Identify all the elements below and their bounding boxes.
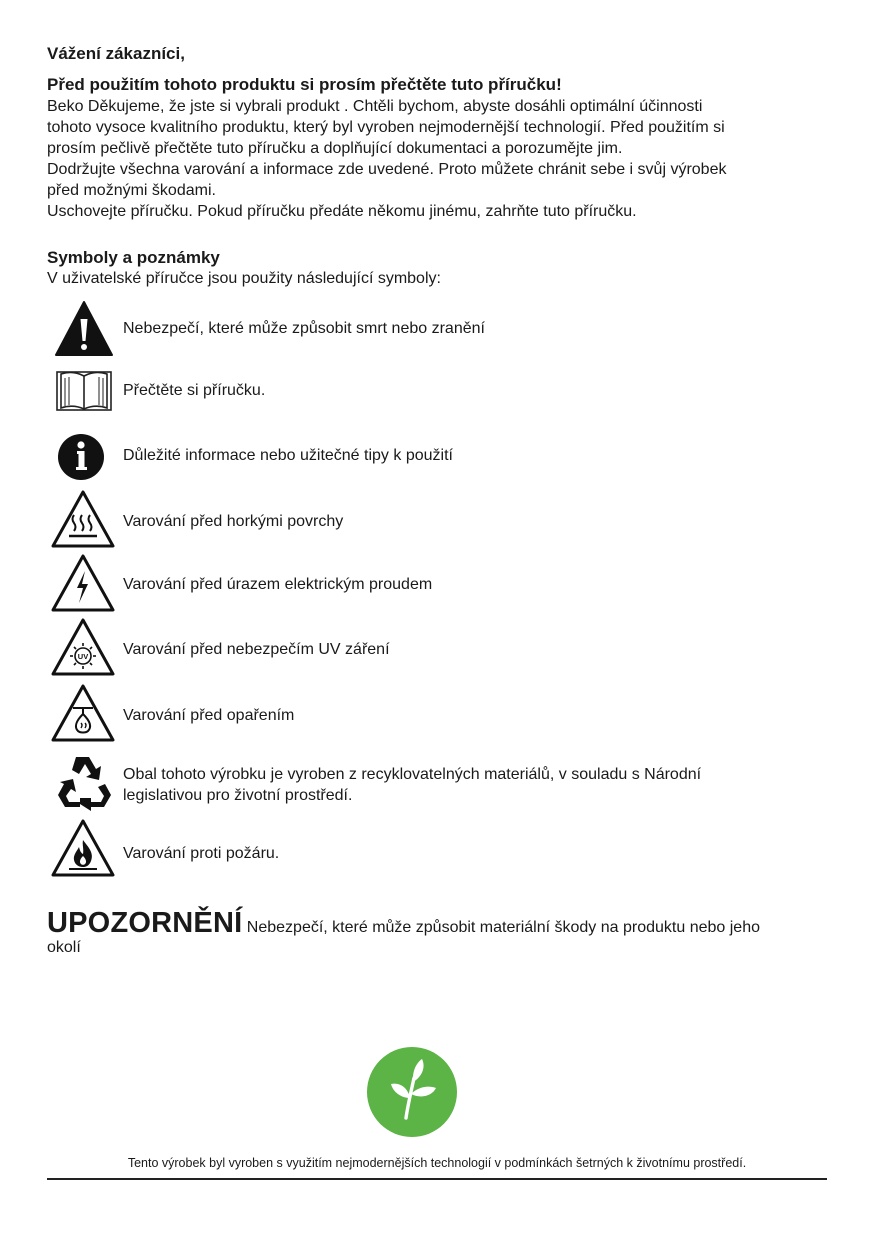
manual-book-icon bbox=[49, 360, 119, 422]
symbol-text: Varování před úrazem elektrickým proudem bbox=[123, 576, 433, 593]
intro-line: Beko Děkujeme, že jste si vybrali produkt . Chtěli bychom, abyste dosáhli optimální účinnosti bbox=[47, 98, 703, 115]
intro-line: Uschovejte příručku. Pokud příručku předáte někomu jinému, zahrňte tuto příručku. bbox=[47, 203, 637, 220]
fire-icon bbox=[49, 818, 119, 880]
symbol-text: Varování před nebezpečím UV záření bbox=[123, 641, 390, 658]
intro-line: Dodržujte všechna varování a informace zde uvedené. Proto můžete chránit sebe i svůj výrobek bbox=[47, 161, 727, 178]
intro-paragraph bbox=[47, 96, 837, 222]
uv-radiation-icon bbox=[49, 617, 119, 679]
symbol-text bbox=[123, 764, 701, 806]
eco-statement: Tento výrobek byl vyroben s využitím nejmodernějších technologií v podmínkách šetrných k životnímu prostředí. bbox=[127, 1156, 747, 1170]
greeting: Vážení zákazníci, bbox=[47, 44, 185, 63]
uv-label: UV bbox=[77, 652, 89, 661]
hot-surface-icon bbox=[49, 489, 119, 551]
symbol-text: Přečtěte si příručku. bbox=[123, 382, 266, 399]
scald-icon bbox=[49, 683, 119, 745]
danger-icon bbox=[49, 299, 119, 361]
caution-note bbox=[47, 907, 837, 958]
symbol-text: Důležité informace nebo užitečné tipy k použití bbox=[123, 447, 453, 464]
intro-line: před možnými škodami. bbox=[47, 182, 216, 199]
caution-text-line2: okolí bbox=[47, 939, 81, 956]
symbol-text: Varování proti požáru. bbox=[123, 845, 280, 862]
page-heading: Před použitím tohoto produktu si prosím přečtěte tuto příručku! bbox=[47, 75, 562, 94]
symbols-intro: V uživatelské příručce jsou použity následující symboly: bbox=[47, 270, 441, 287]
caution-text: Nebezpečí, které může způsobit materiální škody na produktu nebo jeho bbox=[246, 919, 760, 936]
electric-shock-icon bbox=[49, 553, 119, 615]
symbols-title: Symboly a poznámky bbox=[47, 248, 220, 267]
intro-line: prosím pečlivě přečtěte tuto příručku a doplňující dokumentaci a porozumějte jim. bbox=[47, 140, 623, 157]
intro-line: tohoto vysoce kvalitního produktu, který byl vyroben nejmodernější technologií. Před použitím si bbox=[47, 119, 725, 136]
symbol-text-line: Obal tohoto výrobku je vyroben z recyklovatelných materiálů, v souladu s Národní bbox=[123, 766, 702, 783]
symbol-text: Varování před horkými povrchy bbox=[123, 513, 344, 530]
recycle-icon bbox=[49, 751, 119, 813]
symbol-text: Varování před opařením bbox=[123, 707, 295, 724]
info-icon bbox=[49, 426, 119, 488]
caution-label: UPOZORNĚNÍ bbox=[47, 907, 243, 939]
footer-divider bbox=[47, 1178, 827, 1180]
symbol-text-line: legislativou pro životní prostředí. bbox=[123, 787, 353, 804]
symbol-text: Nebezpečí, které může způsobit smrt nebo zranění bbox=[123, 320, 485, 337]
eco-leaf-icon bbox=[366, 1046, 458, 1138]
